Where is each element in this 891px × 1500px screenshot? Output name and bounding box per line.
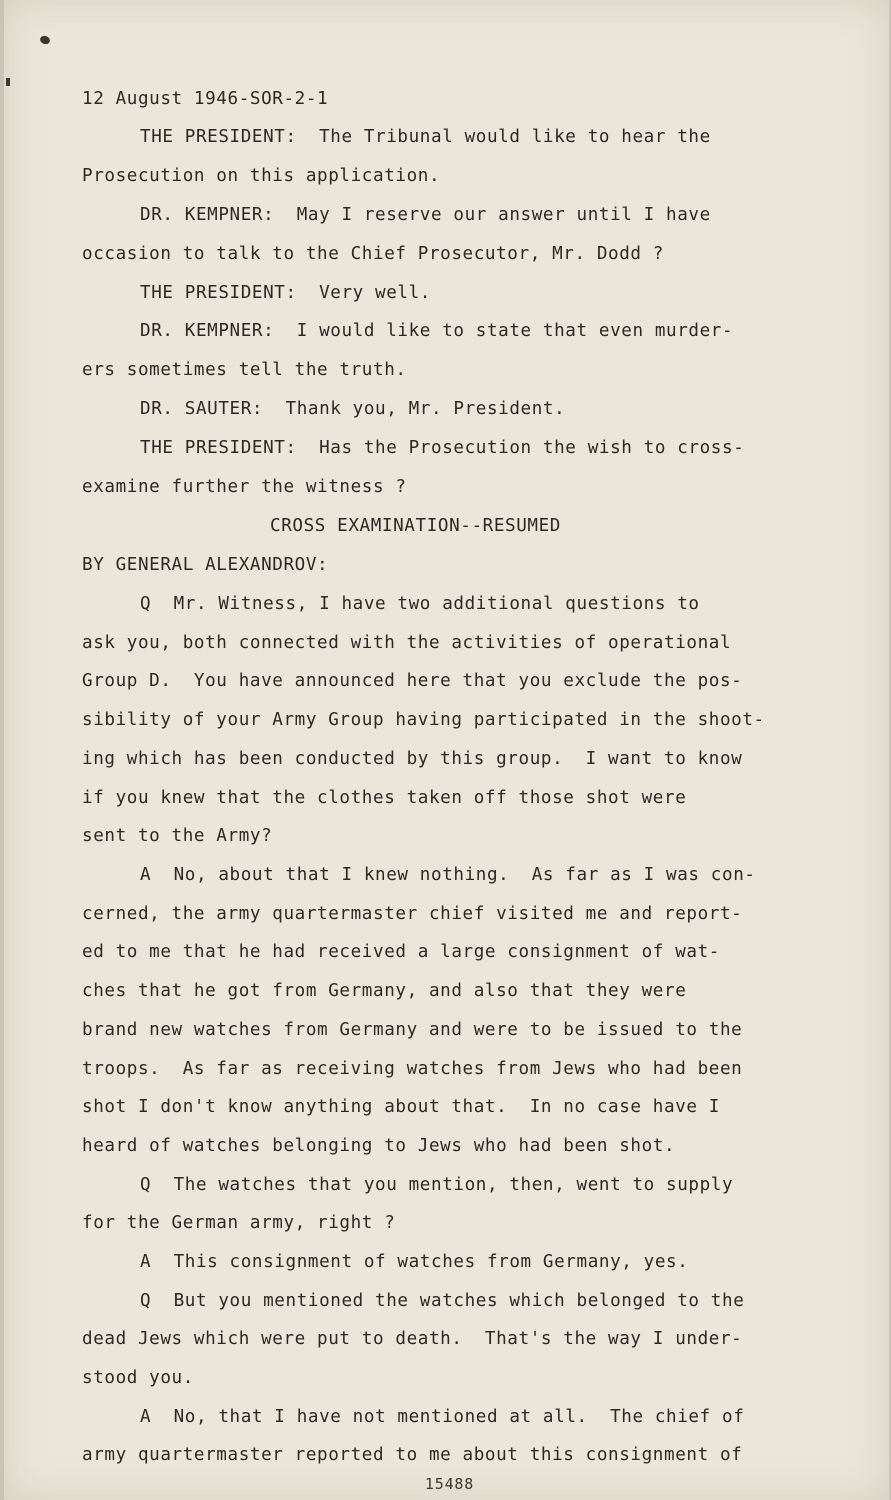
text-line: army quartermaster reported to me about this consignment of (82, 1445, 743, 1465)
text-line: stood you. (82, 1368, 194, 1388)
text-line: A This consignment of watches from Germany, yes. (140, 1252, 689, 1272)
text-line: THE PRESIDENT: The Tribunal would like to hear the (140, 127, 711, 147)
section-heading: CROSS EXAMINATION--RESUMED (270, 516, 562, 536)
text-line: DR. KEMPNER: May I reserve our answer until I have (140, 205, 711, 225)
text-line: Prosecution on this application. (82, 166, 441, 186)
text-line: ed to me that he had received a large consignment of wat- (82, 942, 720, 962)
text-line: dead Jews which were put to death. That's the way I under- (82, 1329, 743, 1349)
text-line: A No, about that I knew nothing. As far as I was con- (140, 865, 756, 885)
text-line: Q Mr. Witness, I have two additional questions to (140, 594, 700, 614)
document-page (4, 0, 889, 1500)
text-line: DR. SAUTER: Thank you, Mr. President. (140, 399, 566, 419)
text-line: shot I don't know anything about that. In no case have I (82, 1097, 720, 1117)
text-line: Group D. You have announced here that you exclude the pos- (82, 671, 743, 691)
text-line: brand new watches from Germany and were to be issued to the (82, 1020, 743, 1040)
page-number: 15488 (424, 1475, 475, 1493)
text-line: ing which has been conducted by this group. I want to know (82, 749, 743, 769)
text-line: ches that he got from Germany, and also that they were (82, 981, 687, 1001)
text-line: examine further the witness ? (82, 477, 407, 497)
document-header: 12 August 1946-SOR-2-1 (82, 89, 329, 109)
text-line: THE PRESIDENT: Very well. (140, 283, 432, 303)
text-line: sent to the Army? (82, 826, 273, 846)
text-line: sibility of your Army Group having participated in the shoot- (82, 710, 765, 730)
edge-mark (6, 78, 10, 86)
text-line: occasion to talk to the Chief Prosecutor, Mr. Dodd ? (82, 244, 665, 264)
text-line: Q But you mentioned the watches which belonged to the (140, 1291, 745, 1311)
text-line: cerned, the army quartermaster chief visited me and report- (82, 904, 743, 924)
examiner-heading: BY GENERAL ALEXANDROV: (82, 555, 329, 575)
punch-mark (39, 35, 51, 46)
text-line: if you knew that the clothes taken off those shot were (82, 788, 687, 808)
text-line: A No, that I have not mentioned at all. The chief of (140, 1407, 745, 1427)
text-line: DR. KEMPNER: I would like to state that even murder- (140, 321, 734, 341)
text-line: for the German army, right ? (82, 1213, 396, 1233)
text-line: THE PRESIDENT: Has the Prosecution the wish to cross- (140, 438, 745, 458)
text-line: ask you, both connected with the activities of operational (82, 633, 732, 653)
text-line: ers sometimes tell the truth. (82, 360, 407, 380)
text-line: Q The watches that you mention, then, went to supply (140, 1175, 734, 1195)
text-line: troops. As far as receiving watches from Jews who had been (82, 1059, 743, 1079)
text-line: heard of watches belonging to Jews who had been shot. (82, 1136, 676, 1156)
